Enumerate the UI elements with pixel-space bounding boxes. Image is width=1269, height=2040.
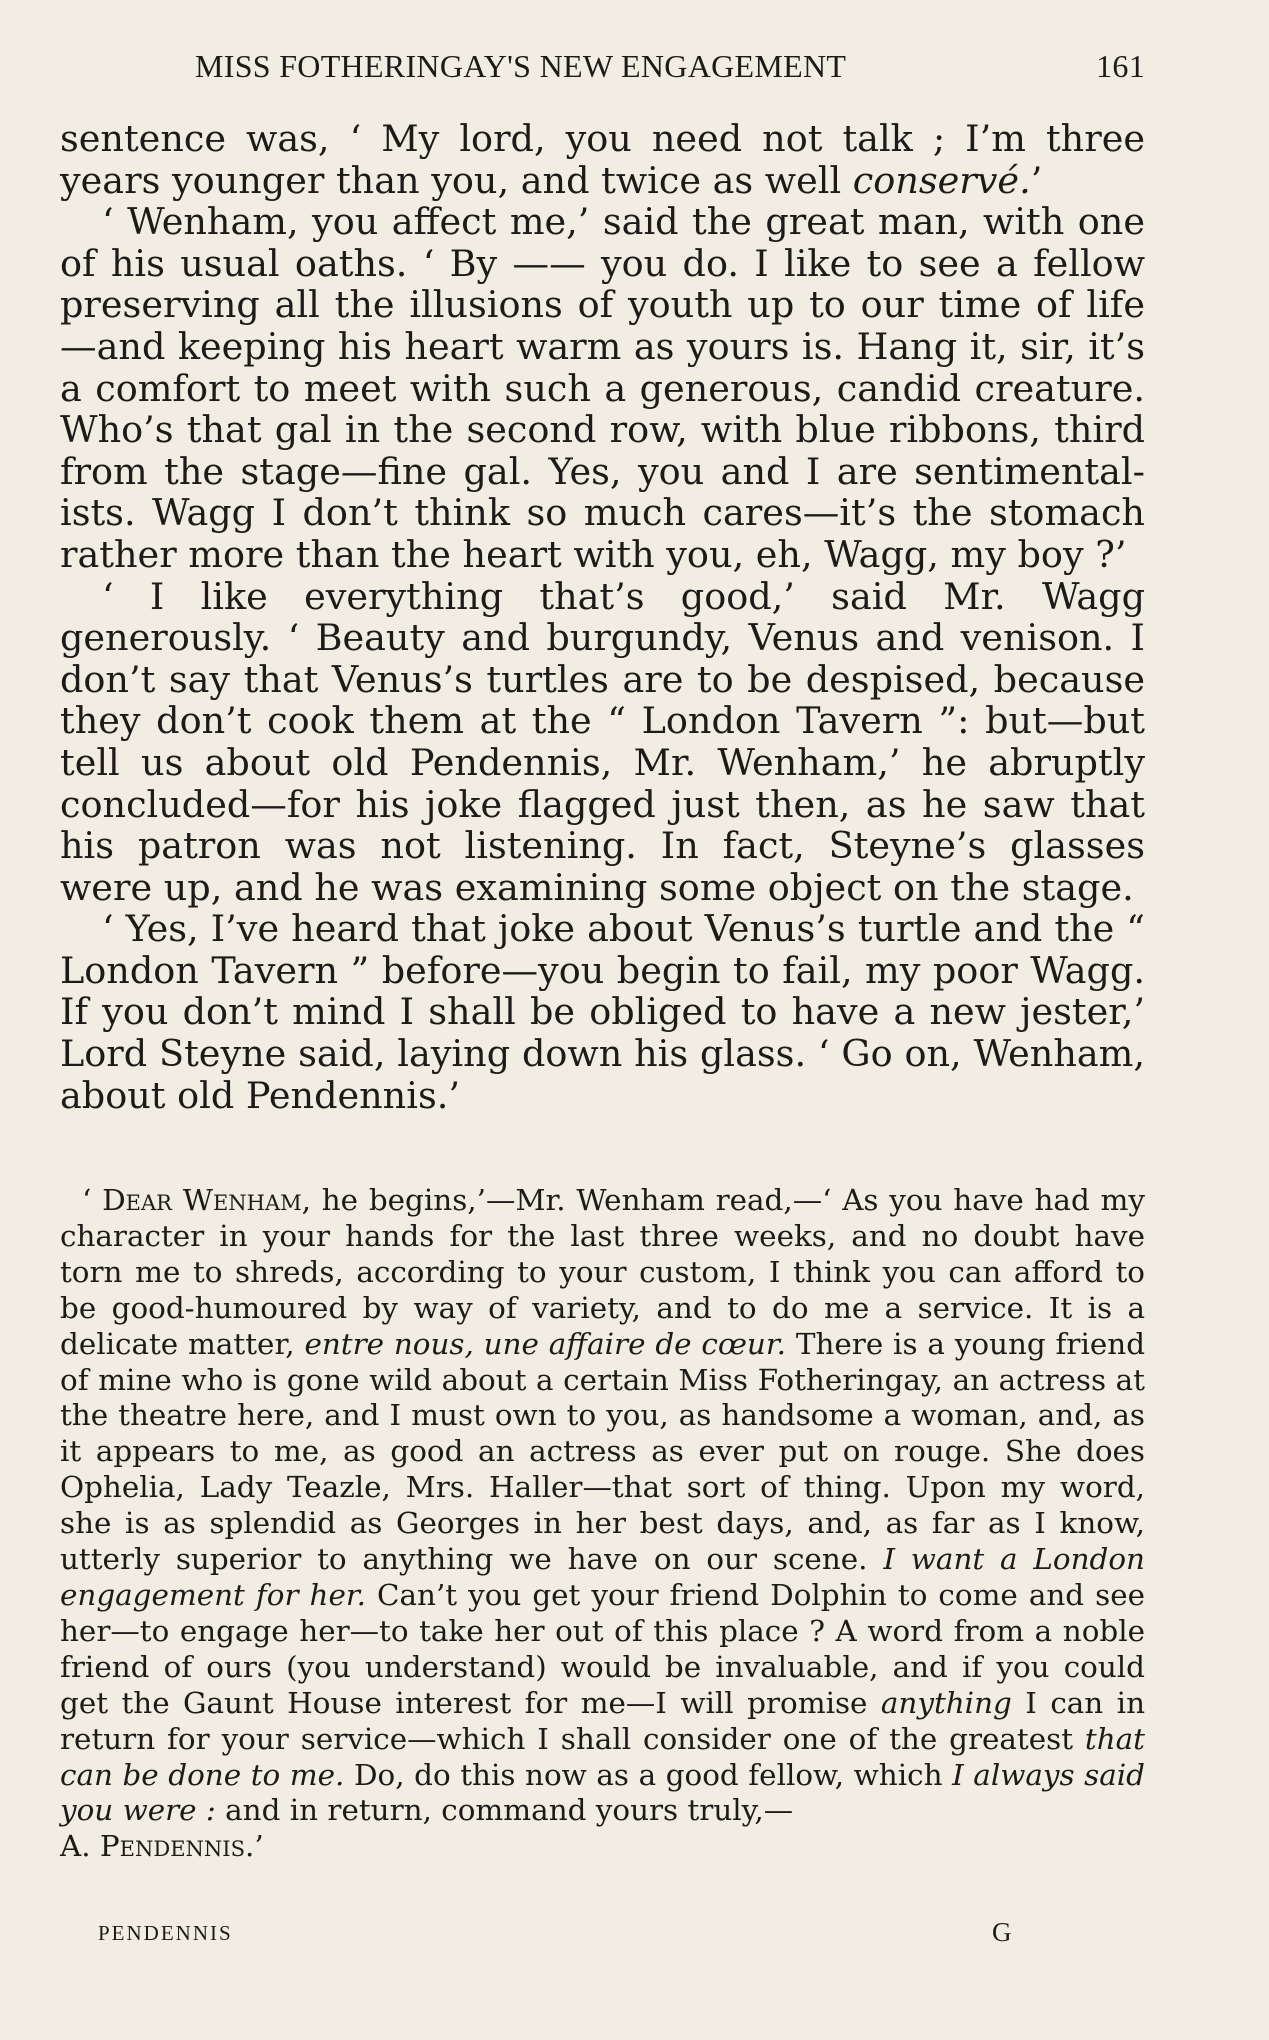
page-number: 161: [1096, 48, 1145, 84]
letter-close-quote: ’: [254, 1829, 264, 1864]
running-title: MISS FOTHERINGAY'S NEW ENGAGEMENT: [195, 48, 847, 84]
signature-mark: PENDENNIS: [98, 1921, 233, 1945]
paragraph-1-end: ’: [1030, 158, 1043, 202]
letter-text-2: There is a young friend of mine who is gone wild about a certain Miss Fotheringay, an actress at the theatre here, and I must own to you, as handsome a woman, and, as it appears to me, as good an actress as ever put on rouge. She does Ophelia, Lady Teazle, Mrs. Haller—that sort of thing. Upon my word, she is as splendid as Georges in her best days, and, as far as I know, utterly superior to anything we have on our scene.: [60, 1326, 1146, 1577]
paragraph-2: ‘ Wenham, you affect me,’ said the great man, with one of his usual oaths. ‘ By —— you do. I like to see a fellow preserving all the illusions of youth up to our time of life—and keeping his heart warm as yours is. Hang it, sir, it’s a comfort to meet with such a generous, candid creature. Who’s that gal in the second row, with blue ribbons, third from the stage—fine gal. Yes, you and I are sentimental-ists. Wagg I don’t think so much cares—it’s the stomach rather more than the heart with you, eh, Wagg, my boy ?’: [60, 200, 1145, 576]
book-page: [60, 0, 1145, 2040]
letter-text-4: I can in return for your service—which I shall consider one of the greatest: [60, 1685, 1145, 1756]
letter-text-5: Do, do this now as a good fellow, which: [344, 1757, 953, 1792]
letter-paragraph: [60, 1183, 1145, 1865]
letter-signature: A. Pendennis.: [60, 1829, 255, 1864]
page-footer: [60, 1917, 1145, 1951]
gathering-mark: G: [992, 1917, 1012, 1947]
paragraph-1: [60, 118, 1145, 201]
paragraph-3: ‘ I like everything that’s good,’ said Mr. Wagg generously. ‘ Beauty and burgundy, Venus and venison. I don’t say that Venus’s turtles are to be despised, because they don’t cook them at the “ London Tavern ”: but—but tell us about old Pendennis, Mr. Wenham,’ he abruptly concluded—for his joke flagged just then, as he saw that his patron was not listening. In fact, Steyne’s glasses were up, and he was examining some object on the stage.: [60, 574, 1145, 909]
letter-text-3: Can’t you get your friend Dolphin to come and see her—to engage her—to take her out of this place ? A word from a noble friend of ours (you understand) would be invaluable, and if you could get the Gaunt House interest for me—I will promise: [60, 1577, 1145, 1720]
paragraph-1-italic: conservé.: [852, 158, 1031, 202]
letter-signature-line: [60, 1829, 1145, 1865]
paragraph-1-text: sentence was, ‘ My lord, you need not talk ; I’m three years younger than you, and twice as well: [60, 117, 1145, 202]
letter-text-6: and in return, command yours truly,—: [215, 1793, 794, 1828]
paragraph-4: ‘ Yes, I’ve heard that joke about Venus’s turtle and the “ London Tavern ” before—you begin to fail, my poor Wagg. If you don’t mind I shall be obliged to have a new jester,’ Lord Steyne said, laying down his glass. ‘ Go on, Wenham, about old Pendennis.’: [60, 907, 1145, 1117]
letter-italic-3: anything: [880, 1685, 1012, 1720]
letter-open-quote: ‘: [82, 1183, 103, 1217]
letter-italic-5: I always said you were :: [60, 1757, 1145, 1828]
running-head: [60, 48, 1145, 88]
letter-salutation: Dear Wenham,: [102, 1183, 311, 1217]
body-text: [60, 118, 1145, 1116]
letter-extract: [60, 1183, 1145, 1865]
letter-italic-4: that can be done to me.: [60, 1721, 1145, 1792]
letter-text-1: he begins,’—Mr. Wenham read,—‘ As you have had my character in your hands for the last three weeks, and no doubt have torn me to shreds, according to your custom, I think you can afford to be good-humoured by way of variety, and to do me a service. It is a delicate matter,: [60, 1183, 1145, 1361]
letter-italic-2: I want a London engagement for her.: [60, 1542, 1145, 1612]
letter-italic-1: entre nous, une affaire de cœur.: [304, 1326, 786, 1361]
